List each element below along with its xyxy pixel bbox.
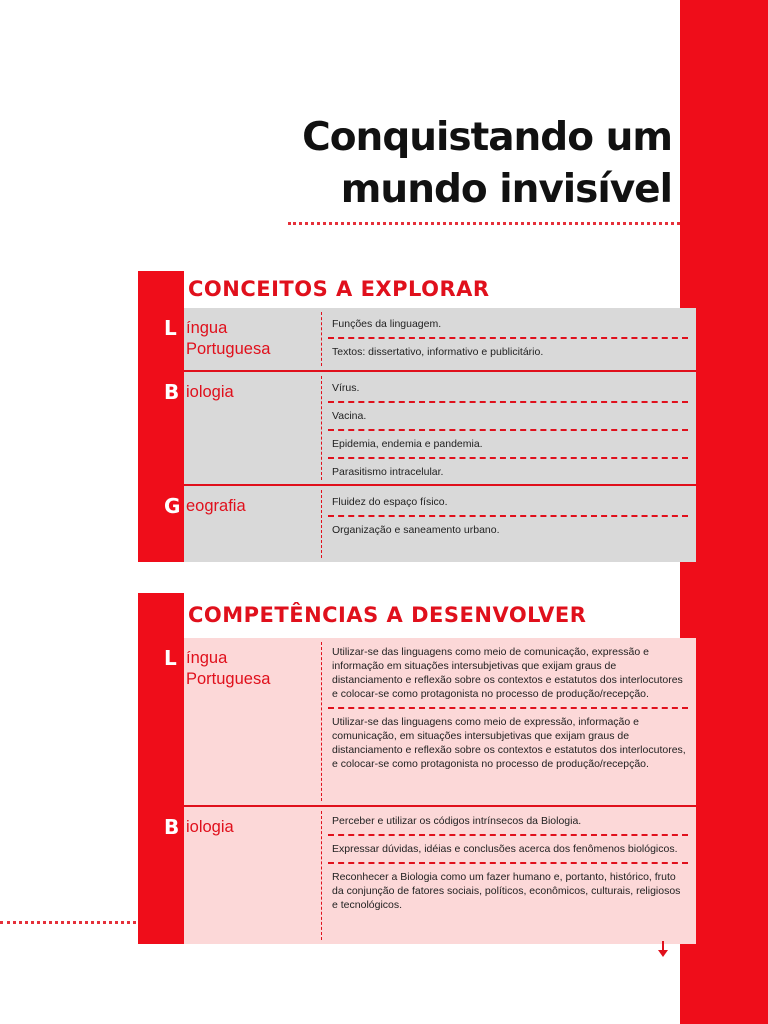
list-item: Reconhecer a Biologia como um fazer humano e, portanto, histórico, fruto da conjunção de fatores sociais, políticos, econômicos, culturais, religiosos e tecnológicos. [328,862,688,918]
conceitos-subject-geografia [164,484,696,562]
title-line-1: Conquistando um [302,115,672,160]
item-list [328,486,688,543]
list-item: Fluidez do espaço físico. [332,496,448,508]
title-line-2: mundo invisível [340,167,672,212]
list-item: Epidemia, endemia e pandemia. [328,429,688,457]
competencias-panel [164,638,696,944]
dashed-divider [321,811,322,940]
list-item: Expressar dúvidas, idéias e conclusões acerca dos fenômenos biológicos. [328,834,688,862]
subject-initial: L [164,646,177,670]
subject-name: íngua Portuguesa [186,319,271,358]
competencias-red-bar [138,593,184,944]
conceitos-heading: CONCEITOS A EXPLORAR [188,277,490,301]
list-item: Utilizar-se das linguagens como meio de expressão, informação e comunicação, em situações intersubjetivas que exijam graus de distanciamento e reflexão sobre os contextos e estatutos dos interlocutores, e colocar-se como protagonista no processo de produção/recepção. [328,707,688,777]
list-item: Parasitismo intracelular. [328,457,688,485]
left-dotted-rule [0,921,136,925]
item-list [328,638,688,777]
item-list [328,372,688,485]
list-item: Vírus. [332,382,360,394]
list-item: Organização e saneamento urbano. [328,515,688,543]
subject-name: iologia [186,383,234,401]
subject-name: íngua Portuguesa [186,649,271,688]
list-item: Vacina. [328,401,688,429]
conceitos-red-bar [138,271,184,562]
competencias-heading: COMPETÊNCIAS A DESENVOLVER [188,603,587,627]
competencias-subject-biologia [164,805,696,944]
arrow-down-icon [657,941,669,957]
conceitos-panel [164,308,696,562]
subject-initial: G [164,494,181,518]
dashed-divider [321,490,322,558]
conceitos-subject-lingua [164,308,696,370]
list-item: Perceber e utilizar os códigos intrínsecos da Biologia. [332,815,582,827]
subject-initial: B [164,815,180,839]
page-title [152,112,672,216]
subject-name: iologia [186,818,234,836]
list-item: Textos: dissertativo, informativo e publicitário. [328,337,688,365]
item-list [328,308,688,365]
dashed-divider [321,376,322,480]
dashed-divider [321,642,322,801]
subject-name: eografia [186,497,246,515]
list-item: Utilizar-se das linguagens como meio de comunicação, expressão e informação em situações intersubjetivas que exijam graus de distanciamento e reflexão sobre os contextos e estatutos dos interlocutores e colocar-se como protagonista no processo de produção/recepção. [332,646,683,700]
subject-initial: L [164,316,177,340]
subject-initial: B [164,380,180,404]
dashed-divider [321,312,322,366]
conceitos-subject-biologia [164,370,696,484]
item-list [328,807,688,918]
competencias-subject-lingua [164,638,696,805]
list-item: Funções da linguagem. [332,318,442,330]
title-dotted-rule [288,222,680,226]
